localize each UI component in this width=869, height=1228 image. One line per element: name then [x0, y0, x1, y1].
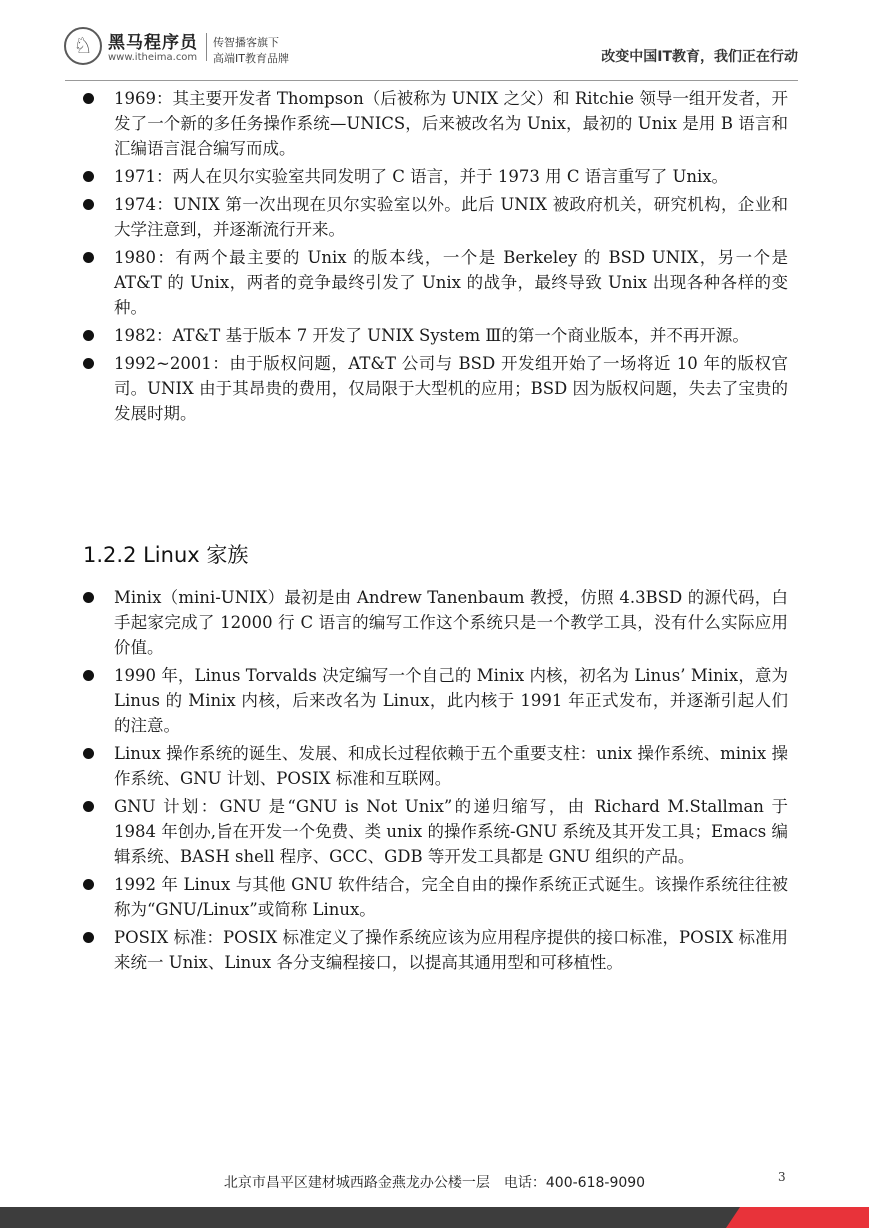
bullet-icon: [83, 358, 94, 369]
bullet-icon: [83, 670, 94, 681]
footer-accent-stripe: [726, 1207, 869, 1228]
list-item-text: Linux 操作系统的诞生、发展、和成长过程依赖于五个重要支柱：unix 操作系统、minix 操作系统、GNU 计划、POSIX 标准和互联网。: [114, 744, 788, 788]
bullet-icon: [83, 93, 94, 104]
bullet-icon: [83, 879, 94, 890]
list-item-text: POSIX 标准：POSIX 标准定义了操作系统应该为应用程序提供的接口标准，POSIX 标准用来统一 Unix、Linux 各分支编程接口，以提高其通用型和可移植性。: [114, 928, 788, 972]
list-item-text: 1980：有两个最主要的 Unix 的版本线，一个是 Berkeley 的 BSD UNIX，另一个是 AT&T 的 Unix，两者的竞争最终引发了 Unix 的战争，最终导致 Unix 出现各种各样的变种。: [114, 248, 788, 317]
list-item-text: 1992 年 Linux 与其他 GNU 软件结合，完全自由的操作系统正式诞生。该操作系统往往被称为“GNU/Linux”或简称 Linux。: [114, 875, 788, 919]
footer-address: 北京市昌平区建材城西路金燕龙办公楼一层 电话：400-618-9090: [223, 1175, 646, 1191]
list-item: [82, 925, 788, 975]
list-item-text: 1969：其主要开发者 Thompson（后被称为 UNIX 之父）和 Ritchie 领导一组开发者，开发了一个新的多任务操作系统—UNICS，后来被改名为 Unix，最初的 Unix 是用 B 语言和汇编语言混合编写而成。: [114, 89, 788, 158]
list-item: [82, 741, 788, 791]
list-item: [82, 872, 788, 922]
list-item-text: 1992~2001：由于版权问题，AT&T 公司与 BSD 开发组开始了一场将近 10 年的版权官司。UNIX 由于其昂贵的费用，仅局限于大型机的应用；BSD 因为版权问题，失去了宝贵的发展时期。: [114, 354, 788, 423]
list-item-text: 1990 年，Linus Torvalds 决定编写一个自己的 Minix 内核，初名为 Linus’ Minix，意为 Linus 的 Minix 内核，后来改名为 Linux，此内核于 1991 年正式发布，并逐渐引起人们的注意。: [114, 666, 788, 735]
list-item: [82, 192, 788, 242]
unix-history-list: [82, 86, 788, 429]
bullet-icon: [83, 252, 94, 263]
page-header: [0, 0, 869, 82]
list-item: [82, 323, 788, 348]
brand-tagline-1: 传智播客旗下: [213, 36, 279, 49]
header-slogan: 改变中国IT教育，我们正在行动: [601, 49, 798, 65]
list-item: [82, 794, 788, 869]
list-item-text: GNU 计划：GNU 是“GNU is Not Unix”的递归缩写，由 Richard M.Stallman 于 1984 年创办,旨在开发一个免费、类 unix 的操作系统-GNU 系统及其开发工具；Emacs 编辑系统、BASH shell 程序、GCC、GDB 等开发工具都是 GNU 组织的产品。: [114, 797, 788, 866]
bullet-icon: [83, 801, 94, 812]
list-item-text: 1971：两人在贝尔实验室共同发明了 C 语言，并于 1973 用 C 语言重写了 Unix。: [114, 167, 729, 186]
list-item: [82, 351, 788, 426]
list-item-text: 1982：AT&T 基于版本 7 开发了 UNIX System Ⅲ的第一个商业版本，并不再开源。: [114, 326, 749, 345]
bullet-icon: [83, 748, 94, 759]
list-item: [82, 663, 788, 738]
bullet-icon: [83, 330, 94, 341]
list-item: [82, 86, 788, 161]
linux-family-list: [82, 585, 788, 978]
bullet-icon: [83, 171, 94, 182]
brand-tagline-2: 高端IT教育品牌: [213, 52, 289, 65]
list-item: [82, 164, 788, 189]
list-item-text: Minix（mini-UNIX）最初是由 Andrew Tanenbaum 教授，仿照 4.3BSD 的源代码，白手起家完成了 12000 行 C 语言的编写工作这个系统只是一个教学工具，没有什么实际应用价值。: [114, 588, 788, 657]
bullet-icon: [83, 592, 94, 603]
page-number: 3: [778, 1170, 786, 1184]
brand-divider: [206, 33, 207, 61]
brand-url: www.itheima.com: [108, 52, 198, 63]
brand-name: 黑马程序员: [108, 33, 198, 53]
list-item-text: 1974：UNIX 第一次出现在贝尔实验室以外。此后 UNIX 被政府机关，研究机构，企业和大学注意到，并逐渐流行开来。: [114, 195, 788, 239]
header-divider: [65, 80, 798, 81]
list-item: [82, 585, 788, 660]
bullet-icon: [83, 199, 94, 210]
section-heading: 1.2.2 Linux 家族: [83, 543, 249, 567]
bullet-icon: [83, 932, 94, 943]
list-item: [82, 245, 788, 320]
horse-logo-icon: ♘: [64, 27, 102, 65]
